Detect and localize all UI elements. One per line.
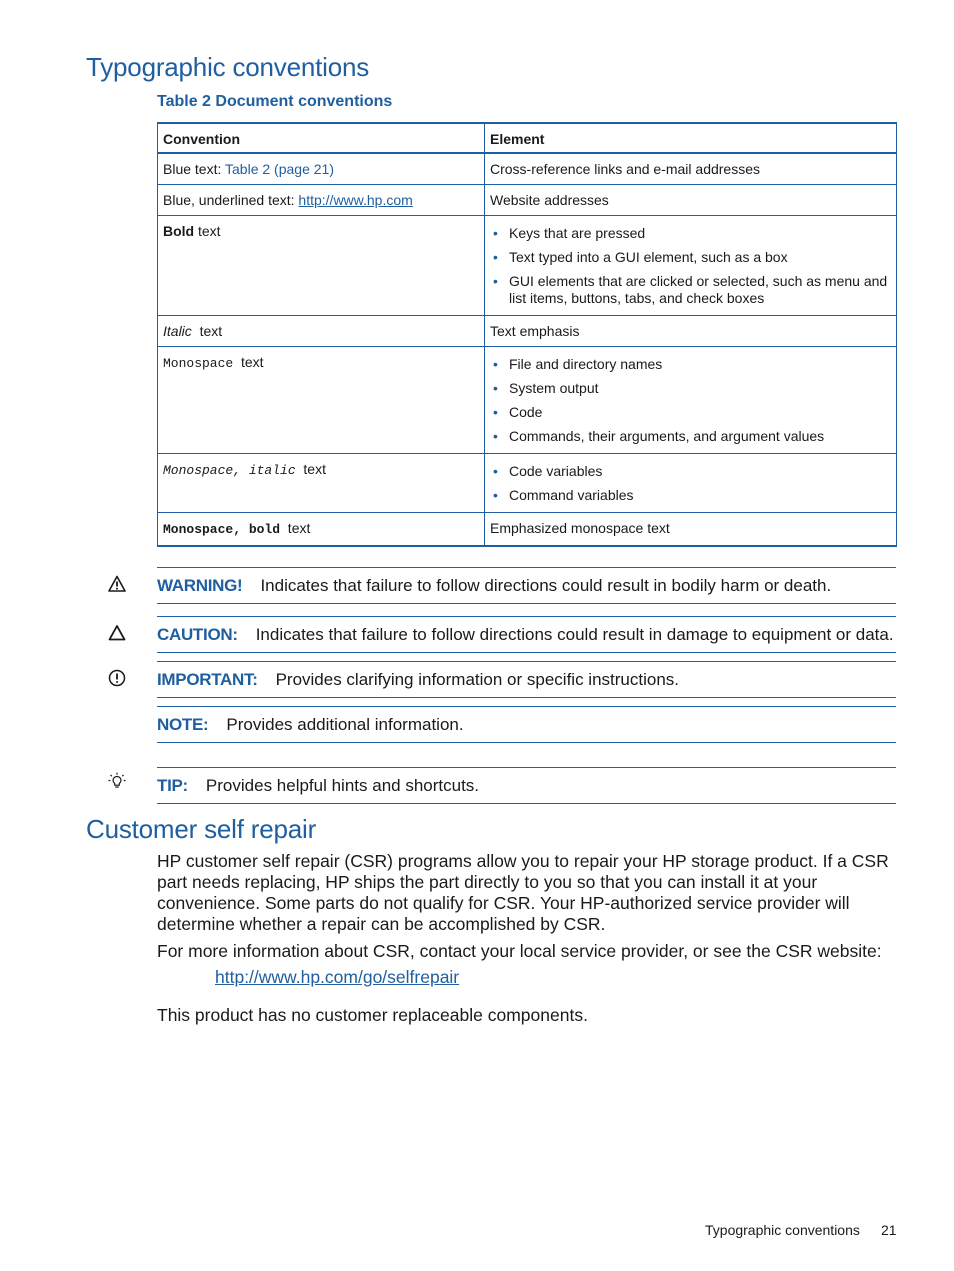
element-cell: Emphasized monospace text [485, 513, 897, 547]
convention-text: text [194, 223, 221, 239]
italic-sample: Italic [163, 323, 192, 339]
convention-cell [158, 153, 485, 185]
list-item: • GUI elements that are clicked or selected, such as menu and list items, buttons, tabs, and check boxes [490, 273, 890, 307]
bullet-list [490, 356, 890, 445]
table-row [158, 185, 897, 216]
list-item: • File and directory names [490, 356, 890, 373]
cross-reference-link[interactable]: Table 2 (page 21) [225, 161, 334, 177]
caution-icon [108, 624, 126, 642]
element-cell [485, 454, 897, 513]
csr-paragraph-2: For more information about CSR, contact your local service provider, or see the CSR website: [157, 941, 882, 961]
convention-cell [158, 316, 485, 347]
csr-paragraph-1: HP customer self repair (CSR) programs allow you to repair your HP storage product. If a CSR part needs replacing, HP ships the part directly to you so that you can install it at your convenience. Some parts do not qualify for CSR. Your HP-authorized service provider will determine whether a repair can be accomplished by CSR. [157, 851, 889, 934]
csr-paragraph-3: This product has no customer replaceable components. [157, 1005, 588, 1025]
list-item: • Code variables [490, 463, 890, 480]
note-admonition [157, 706, 896, 743]
table-row [158, 316, 897, 347]
list-item: • Text typed into a GUI element, such as a box [490, 249, 890, 266]
warning-icon [108, 575, 126, 593]
footer-page-number: 21 [881, 1222, 897, 1238]
list-item: • Code [490, 404, 890, 421]
bold-sample: Bold [163, 223, 195, 239]
note-text: Provides additional information. [226, 715, 464, 734]
warning-text: Indicates that failure to follow directions could result in bodily harm or death. [260, 576, 832, 595]
element-cell: Cross-reference links and e-mail addresses [485, 153, 897, 185]
list-item: • Command variables [490, 487, 890, 504]
bullet-list [490, 225, 890, 307]
convention-text: text [191, 323, 223, 339]
column-header-element: Element [485, 123, 897, 153]
website-link[interactable]: http://www.hp.com [298, 192, 413, 208]
monospace-bold-sample: Monospace, bold [163, 522, 281, 537]
convention-cell [158, 347, 485, 454]
column-header-convention: Convention [158, 123, 485, 153]
important-admonition [157, 661, 896, 698]
important-label: IMPORTANT: [157, 670, 258, 689]
important-icon [108, 669, 126, 687]
caution-label: CAUTION: [157, 625, 238, 644]
convention-text: Blue text: [163, 161, 226, 177]
monospace-italic-sample: Monospace, italic [163, 463, 296, 478]
convention-text: text [295, 461, 326, 477]
tip-icon [108, 772, 126, 790]
convention-cell [158, 454, 485, 513]
note-label: NOTE: [157, 715, 209, 734]
element-cell [485, 347, 897, 454]
table-row [158, 454, 897, 513]
table-row [158, 216, 897, 316]
table-row [158, 347, 897, 454]
convention-cell [158, 185, 485, 216]
footer-section-name: Typographic conventions [705, 1222, 860, 1238]
tip-label: TIP: [157, 776, 188, 795]
section-title-customer-self-repair: Customer self repair [86, 814, 317, 844]
list-item: • Keys that are pressed [490, 225, 890, 242]
table-row [158, 513, 897, 547]
warning-label: WARNING! [157, 576, 243, 595]
tip-text: Provides helpful hints and shortcuts. [205, 776, 480, 795]
list-item: • System output [490, 380, 890, 397]
element-cell: Website addresses [485, 185, 897, 216]
important-text: Provides clarifying information or specific instructions. [275, 670, 679, 689]
warning-admonition [157, 567, 896, 604]
element-cell [485, 216, 897, 316]
convention-cell [158, 216, 485, 316]
convention-text: text [233, 354, 264, 370]
caution-text: Indicates that failure to follow directions could result in damage to equipment or data. [255, 625, 894, 644]
element-cell: Text emphasis [485, 316, 897, 347]
tip-admonition [157, 767, 896, 804]
table-row [158, 153, 897, 185]
section-title-typographic-conventions: Typographic conventions [86, 52, 370, 82]
convention-text: Blue, underlined text: [163, 192, 299, 208]
list-item: • Commands, their arguments, and argument values [490, 428, 890, 445]
conventions-table [157, 122, 897, 547]
monospace-sample: Monospace [163, 356, 234, 371]
caution-admonition [157, 616, 896, 653]
table-header-row [158, 123, 897, 153]
convention-cell [158, 513, 485, 547]
convention-text: text [280, 520, 311, 536]
bullet-list [490, 463, 890, 504]
table-caption: Table 2 Document conventions [157, 93, 393, 110]
csr-website-link[interactable]: http://www.hp.com/go/selfrepair [215, 967, 460, 987]
